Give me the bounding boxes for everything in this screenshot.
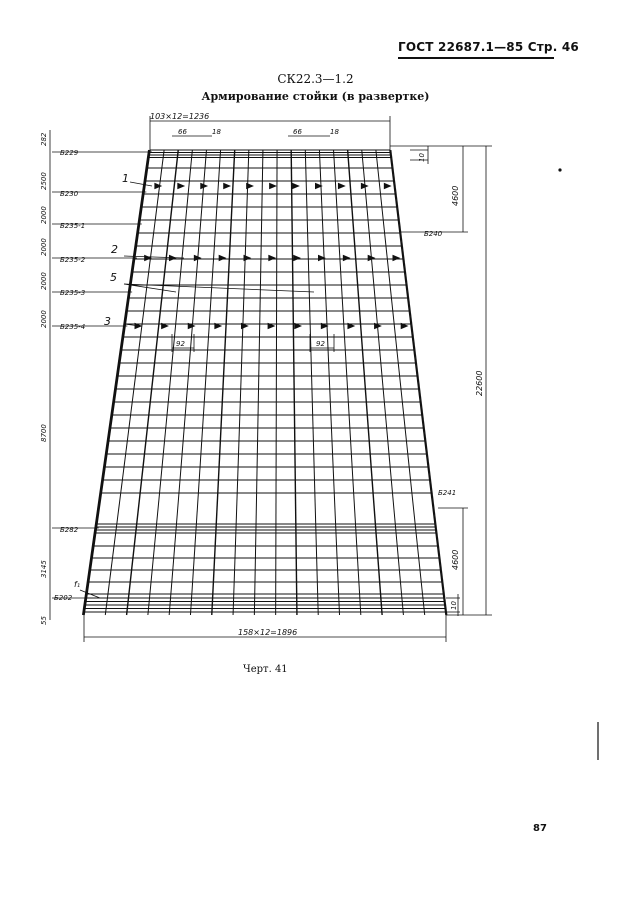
inner-dim-92-right: 92 <box>316 340 325 348</box>
arrow-marker-row-2 <box>393 256 399 261</box>
arrow-marker-row-1 <box>338 184 344 189</box>
callout-1: 1 <box>122 172 129 185</box>
callout-3: 3 <box>104 315 111 328</box>
drawing-code: СК22.3—1.2 <box>277 72 354 86</box>
drawing-title: Армирование стойки (в развертке) <box>201 90 430 103</box>
left-edge-bar <box>83 150 149 615</box>
stray-dot <box>558 168 561 171</box>
left-dim-2000-d: 2000 <box>40 310 48 328</box>
tag-b229: Б229 <box>60 149 79 157</box>
right-dim-10-top: 10 <box>418 153 426 162</box>
tag-b230: Б230 <box>60 190 79 198</box>
tag-b282: Б282 <box>60 526 79 534</box>
left-dim-2000-a: 2000 <box>40 206 48 224</box>
page-number: 87 <box>533 823 547 834</box>
tag-b235-1: Б235-1 <box>60 222 86 230</box>
tag-b235-4: Б235-4 <box>60 323 86 331</box>
right-dim-4600-bottom: 4600 <box>451 549 460 570</box>
right-dim-4600-top: 4600 <box>451 185 460 206</box>
arrow-marker-row-2 <box>269 256 275 261</box>
arrow-marker-row-2 <box>368 256 374 261</box>
right-dim-22600: 22600 <box>475 370 484 396</box>
arrow-marker-row-2 <box>194 256 200 261</box>
callout-5: 5 <box>110 271 117 284</box>
inner-dim-18-left: 18 <box>212 128 221 136</box>
inner-dim-66-left: 66 <box>178 128 187 136</box>
left-dim-2500: 2500 <box>40 172 48 190</box>
right-edge-bar <box>391 150 447 615</box>
arrow-marker-row-2 <box>343 256 349 261</box>
right-dim-10-bottom: 10 <box>450 601 458 610</box>
arrow-marker-row-1 <box>361 184 367 189</box>
top-spacing-dim: 103×12=1236 <box>150 112 210 121</box>
left-dim-3145: 3145 <box>40 560 48 578</box>
tag-b235-3: Б235-3 <box>60 289 86 297</box>
figure-caption: Черт. 41 <box>243 664 288 675</box>
arrow-marker-row-2 <box>219 256 225 261</box>
callout-2: 2 <box>111 243 118 256</box>
left-dim-8700: 8700 <box>40 424 48 442</box>
arrow-marker-row-1 <box>384 184 390 189</box>
tag-b235-2: Б235-2 <box>60 256 86 264</box>
standard-header: ГОСТ 22687.1—85 Стр. 46 <box>398 40 579 54</box>
left-dim-2000-c: 2000 <box>40 272 48 290</box>
inner-dim-66-right: 66 <box>293 128 302 136</box>
arrow-marker-row-1 <box>270 184 276 189</box>
arrow-marker-row-1 <box>247 184 253 189</box>
inner-dim-92-left: 92 <box>176 340 185 348</box>
arrow-marker-row-2 <box>294 256 300 261</box>
arrow-marker-row-2 <box>244 256 250 261</box>
bottom-spacing-dim: 158×12=1896 <box>238 628 298 637</box>
left-dim-2000-b: 2000 <box>40 238 48 256</box>
arrow-marker-row-1 <box>201 184 207 189</box>
inner-dim-18-right: 18 <box>330 128 339 136</box>
callout-f1: f₁ <box>74 580 81 589</box>
arrow-marker-row-1 <box>224 184 230 189</box>
left-dim-282: 282 <box>40 132 48 146</box>
tag-b241: Б241 <box>438 489 457 497</box>
arrow-marker-row-1 <box>293 184 299 189</box>
tag-b240: Б240 <box>424 230 443 238</box>
tag-b202: Б202 <box>54 594 73 602</box>
arrow-marker-row-1 <box>178 184 184 189</box>
left-dim-55: 55 <box>40 616 48 625</box>
